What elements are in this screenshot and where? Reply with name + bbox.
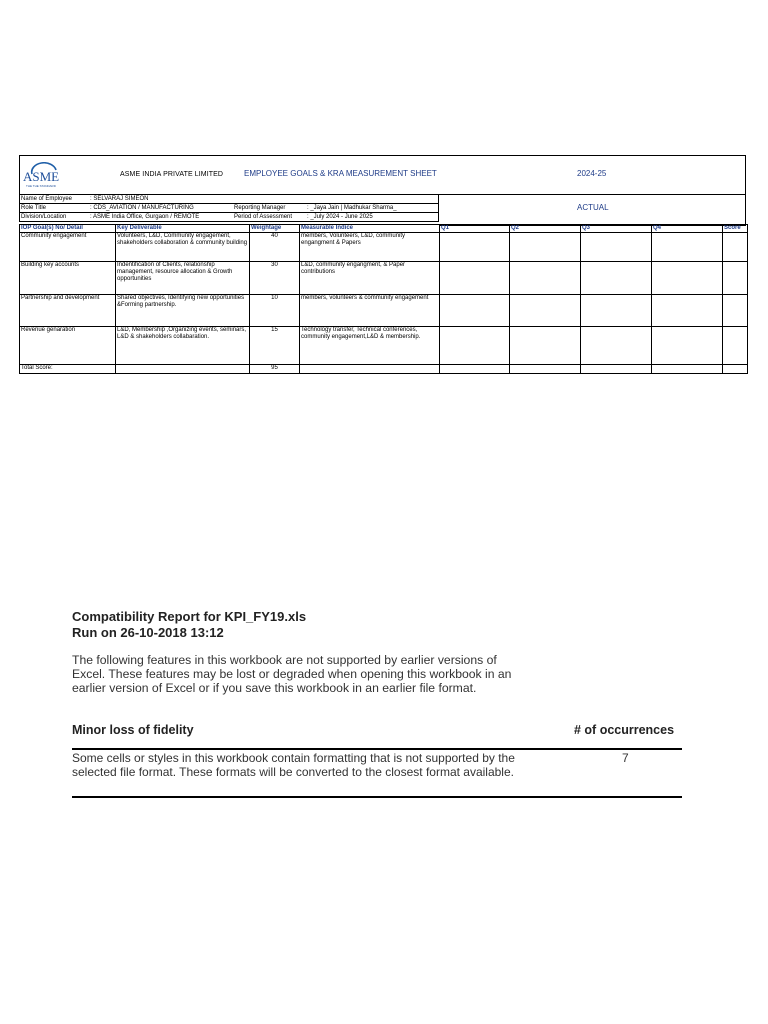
q3-cell[interactable]: [581, 262, 652, 295]
division-label: Division/Location: [21, 214, 67, 220]
goal-cell: Building key accounts: [20, 262, 116, 295]
q4-cell[interactable]: [652, 262, 723, 295]
kra-table: [19, 224, 748, 374]
deliverable-cell: Volunteers, L&D, Community engagement, shakeholders collaboration & community building: [116, 233, 250, 262]
name-value: : SELVARAJ SIMEON: [90, 196, 149, 202]
issue-message: Some cells or styles in this workbook contain formatting that is not supported by the selected file format. These formats will be converted to the closest format available.: [72, 751, 515, 779]
table-row: [20, 327, 748, 365]
q2-cell[interactable]: [510, 233, 581, 262]
asme-logo: [22, 162, 70, 190]
col-header-q1: Q1: [440, 225, 510, 233]
score-cell[interactable]: [723, 295, 748, 327]
role-value: : CDS_AVIATION / MANUFACTURING: [90, 205, 194, 211]
score-cell[interactable]: [723, 327, 748, 365]
name-label: Name of Employee: [21, 196, 73, 202]
col-header-q4: Q4: [652, 225, 723, 233]
employee-info: [19, 195, 439, 222]
score-cell[interactable]: [723, 365, 748, 374]
q4-cell[interactable]: [652, 327, 723, 365]
period-label: Period of Assessment: [234, 214, 293, 220]
weightage-cell: 15: [250, 327, 300, 365]
fidelity-header: [72, 723, 682, 739]
table-row: [20, 295, 748, 327]
manager-value: : _Jaya Jain | Madhukar Sharma_: [307, 205, 397, 211]
total-value: 95: [250, 365, 300, 374]
empty-cell: [300, 365, 440, 374]
q2-cell[interactable]: [510, 365, 581, 374]
col-header-score: Score: [723, 225, 748, 233]
indice-cell: members, Volunteers, L&D, community engangment & Papers: [300, 233, 440, 262]
table-row: [20, 262, 748, 295]
weightage-cell: 10: [250, 295, 300, 327]
info-row-role: [19, 204, 439, 213]
fidelity-issue-row: [72, 748, 682, 798]
info-row-division: [19, 213, 439, 222]
col-header-weightage: Weightage: [250, 225, 300, 233]
q2-cell[interactable]: [510, 295, 581, 327]
goal-cell: Revenue genaration: [20, 327, 116, 365]
issue-count: 7: [622, 751, 629, 765]
period-value: : _July 2024 - June 2025: [307, 214, 373, 220]
goal-cell: Community engagement: [20, 233, 116, 262]
indice-cell: members, volunteers & community engagement: [300, 295, 440, 327]
score-cell[interactable]: [723, 233, 748, 262]
q3-cell[interactable]: [581, 365, 652, 374]
sheet-header: [19, 155, 746, 195]
division-value: : ASME India Office, Gurgaon / REMOTE: [90, 214, 200, 220]
manager-label: Reporting Manager: [234, 205, 286, 211]
col-header-indice: Measurable Indice: [300, 225, 440, 233]
report-run-date: Run on 26-10-2018 13:12: [72, 625, 224, 640]
q3-cell[interactable]: [581, 327, 652, 365]
q1-cell[interactable]: [440, 295, 510, 327]
deliverable-cell: L&D, Membership ,Organizing events, seminars, L&D & shakeholders collabaration.: [116, 327, 250, 365]
goal-cell: Partnership and development: [20, 295, 116, 327]
actual-header: [439, 195, 746, 226]
col-header-q3: Q3: [581, 225, 652, 233]
report-description: The following features in this workbook are not supported by earlier versions of Excel. These features may be lost or degraded when opening this workbook in an earlier version of Excel or if you save this workbook in an earlier file format.: [72, 653, 512, 695]
q3-cell[interactable]: [581, 233, 652, 262]
role-label: Role Title: [21, 205, 47, 211]
col-header-goal: IOP Goal(s) No/ Detail: [20, 225, 116, 233]
indice-cell: L&D, community engangment, & Paper contributions: [300, 262, 440, 295]
q2-cell[interactable]: [510, 327, 581, 365]
compatibility-report: [72, 609, 682, 798]
kra-sheet: [19, 155, 747, 377]
weightage-cell: 40: [250, 233, 300, 262]
q4-cell[interactable]: [652, 233, 723, 262]
info-row-name: [19, 195, 439, 204]
table-header-row: [20, 225, 748, 233]
occurrences-header: # of occurrences: [574, 723, 675, 737]
deliverable-cell: Shared objectives, Identifying new opportunities &Forming partnership.: [116, 295, 250, 327]
total-label: Total Score:: [20, 365, 116, 374]
q4-cell[interactable]: [652, 295, 723, 327]
q2-cell[interactable]: [510, 262, 581, 295]
logo-text: ASME: [23, 169, 60, 184]
logo-tagline: THE THE STANDARD: [26, 184, 56, 188]
sheet-title: EMPLOYEE GOALS & KRA MEASUREMENT SHEET: [244, 169, 437, 178]
col-header-q2: Q2: [510, 225, 581, 233]
q1-cell[interactable]: [440, 327, 510, 365]
deliverable-cell: Indentification of Clients, relationship management, resource allocation & Growth opportunities: [116, 262, 250, 295]
q1-cell[interactable]: [440, 262, 510, 295]
table-row: [20, 233, 748, 262]
weightage-cell: 30: [250, 262, 300, 295]
q3-cell[interactable]: [581, 295, 652, 327]
total-row: [20, 365, 748, 374]
empty-cell: [116, 365, 250, 374]
org-name: ASME INDIA PRIVATE LIMITED: [120, 171, 224, 178]
sheet-year: 2024-25: [577, 169, 607, 178]
score-cell[interactable]: [723, 262, 748, 295]
q4-cell[interactable]: [652, 365, 723, 374]
q1-cell[interactable]: [440, 233, 510, 262]
indice-cell: Technology transfer, Technical conferences, community engagement,L&D & membership.: [300, 327, 440, 365]
q1-cell[interactable]: [440, 365, 510, 374]
col-header-deliverable: Key Deliverable: [116, 225, 250, 233]
actual-label: ACTUAL: [577, 203, 609, 212]
section-title: Minor loss of fidelity: [72, 723, 194, 737]
report-title: Compatibility Report for KPI_FY19.xls: [72, 609, 307, 624]
